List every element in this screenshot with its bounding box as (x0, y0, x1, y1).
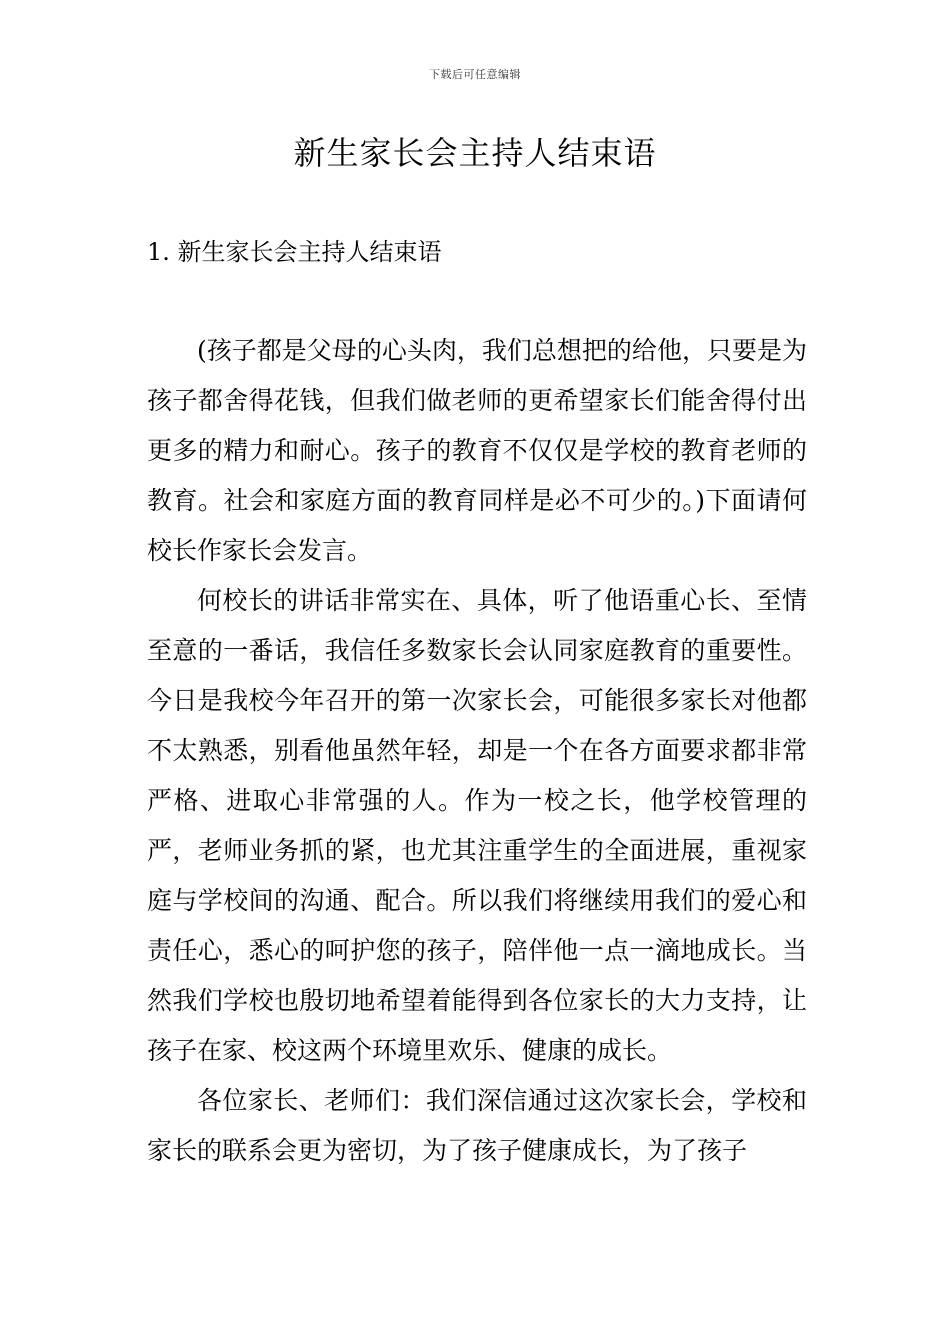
document-body (147, 326, 807, 1176)
paragraph-intro: (孩子都是父母的心头肉，我们总想把的给他，只要是为孩子都舍得花钱，但我们做老师的更希望家长们能舍得付出更多的精力和耐心。孩子的教育不仅仅是学校的教育老师的教育。社会和家庭方面的教育同样是必不可少的。)下面请何校长作家长会发言。 (147, 336, 807, 565)
section-heading: 1. 新生家长会主持人结束语 (147, 238, 442, 266)
paragraph-closing: 各位家长、老师们：我们深信通过这次家长会，学校和家长的联系会更为密切，为了孩子健康成长，为了孩子 (147, 1086, 807, 1165)
document-title: 新生家长会主持人结束语 (293, 134, 657, 172)
header-note: 下载后可任意编辑 (429, 68, 521, 81)
paragraph-principal-remarks: 何校长的讲话非常实在、具体，听了他语重心长、至情至意的一番话，我信任多数家长会认同家庭教育的重要性。今日是我校今年召开的第一次家长会，可能很多家长对他都不太熟悉，别看他虽然年轻，却是一个在各方面要求都非常严格、进取心非常强的人。作为一校之长，他学校管理的严，老师业务抓的紧，也尤其注重学生的全面进展，重视家庭与学校间的沟通、配合。所以我们将继续用我们的爱心和责任心，悉心的呵护您的孩子，陪伴他一点一滴地成长。当然我们学校也殷切地希望着能得到各位家长的大力支持，让孩子在家、校这两个环境里欢乐、健康的成长。 (147, 586, 807, 1065)
